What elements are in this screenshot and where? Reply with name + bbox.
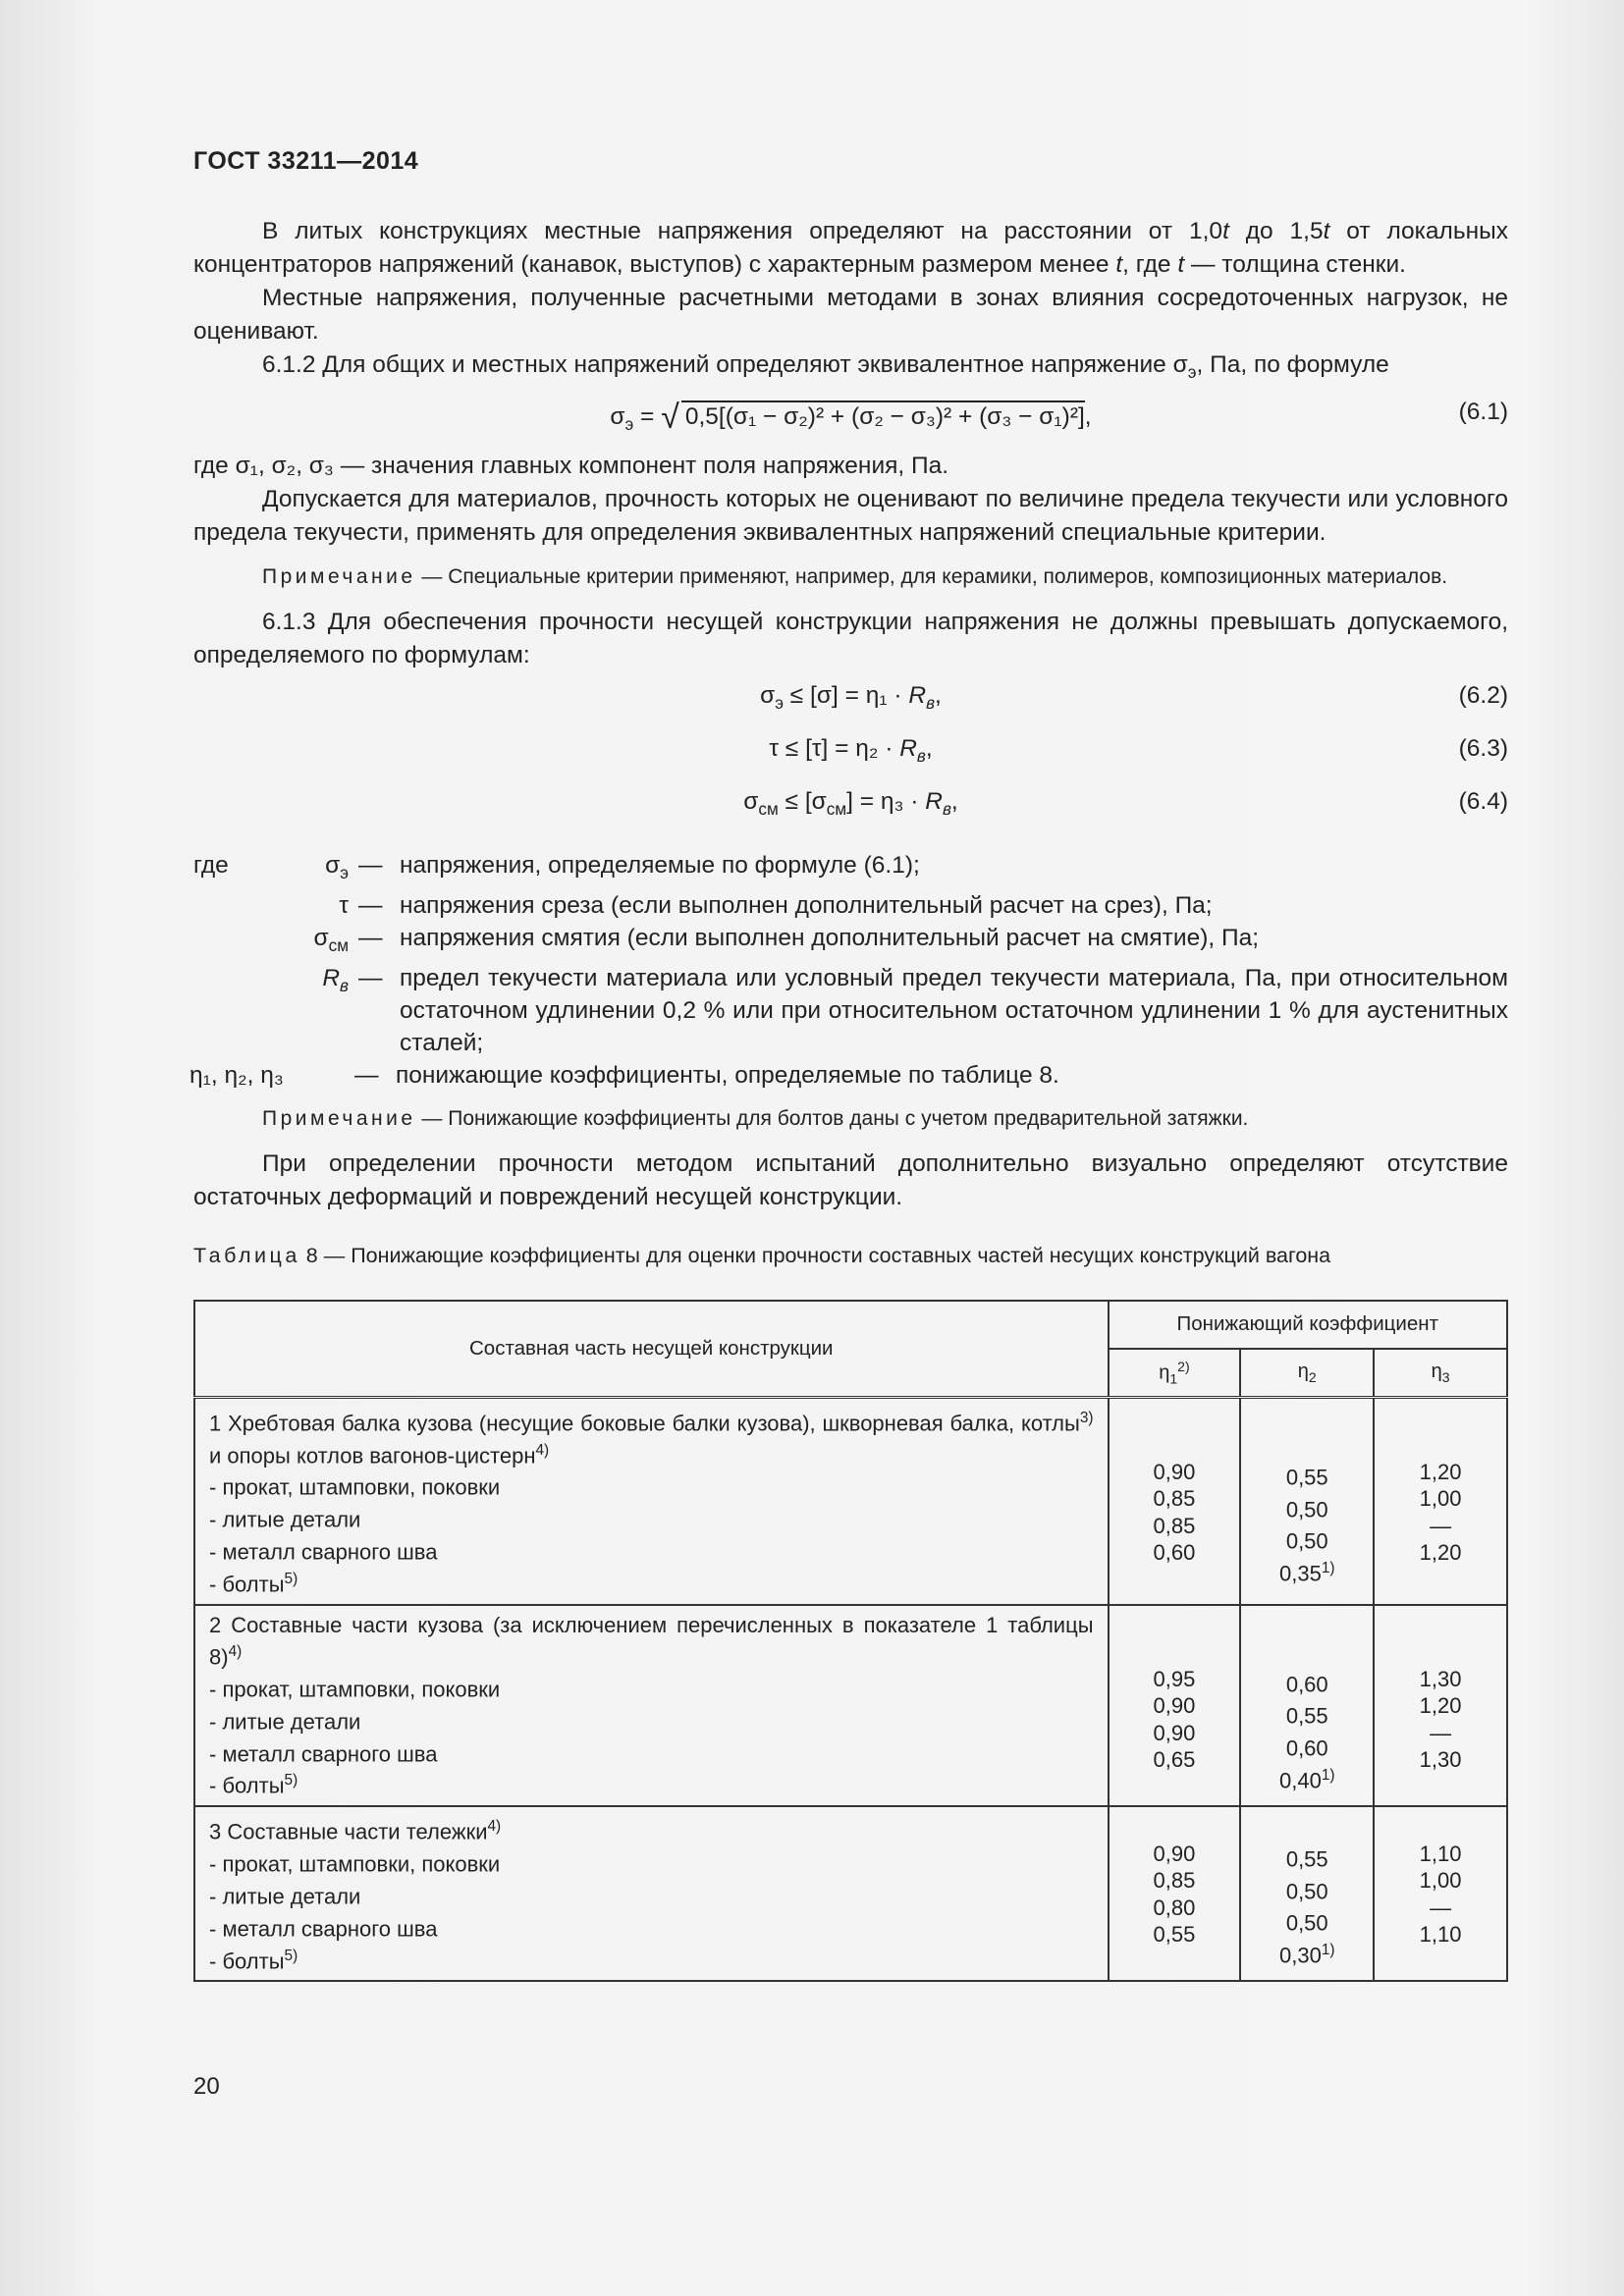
coefficient-cell-e2: 0,55 0,50 0,50 0,35$^{1)}$ [1240, 1397, 1374, 1604]
definitions-list [189, 849, 1508, 1092]
page-content [189, 147, 1509, 1982]
component-item: - прокат, штамповки, поковки [209, 1474, 501, 1500]
formula-number: (6.1) [1458, 398, 1508, 425]
coefficient-cell-e3: 1,30 1,20 — 1,30 [1374, 1605, 1507, 1807]
column-header-eta1: $\eta_1^{2)}$ [1109, 1349, 1241, 1398]
table-section-row [194, 1397, 1507, 1604]
coefficient-cell-e3: 1,10 1,00 — 1,10 [1374, 1806, 1507, 1981]
component-item: - прокат, штамповки, поковки [209, 1677, 501, 1702]
formula-number: (6.4) [1458, 787, 1508, 815]
formula-number: (6.3) [1458, 734, 1508, 762]
definition-row: η₁, η₂, η₃ — понижающие коэффициенты, определяемые по таблице 8. [189, 1061, 1059, 1089]
radicand: 0,5[(σ₁ − σ₂)² + (σ₂ − σ₃)² + (σ₃ − σ₁)²] [681, 400, 1085, 432]
note-label: Примечание [262, 1106, 416, 1130]
component-cell: 3 Составные части тележки$^{4)}$ - прокат, штамповки, поковки - литые детали - металл сварного шва - болты$^{5)}$ [194, 1806, 1109, 1981]
component-cell: 1 Хребтовая балка кузова (несущие боковые балки кузова), шкворневая балка, котлы$^{3)}$ и опоры котлов вагонов-цистерн$^{4)}$ - прокат, штамповки, поковки - литые детали - металл сварного шва - болты$^{5)}$ [194, 1397, 1109, 1604]
column-header-eta3: $\eta_3$ [1374, 1349, 1507, 1398]
paragraph-principal-components: где σ₁, σ₂, σ₃ — значения главных компонент поля напряжения, Па. [193, 452, 949, 479]
column-header-coefficient: Понижающий коэффициент [1109, 1301, 1507, 1349]
column-header-eta2: $\eta_2$ [1240, 1349, 1374, 1398]
component-item: - металл сварного шва [209, 1916, 438, 1942]
radical-sign: √ [661, 398, 679, 436]
coefficient-cell-e1: 0,90 0,85 0,80 0,55 [1109, 1806, 1241, 1981]
component-item: - болты$^{5)}$ [209, 1570, 298, 1597]
coefficient-cell-e3: 1,20 1,00 — 1,20 [1374, 1397, 1507, 1604]
component-item: - болты$^{5)}$ [209, 1947, 298, 1973]
table-section-row [194, 1806, 1507, 1981]
coefficients-table [193, 1300, 1508, 1983]
coefficient-cell-e1: 0,90 0,85 0,85 0,60 [1109, 1397, 1241, 1604]
note-label: Примечание [262, 564, 416, 588]
definition-row: где $\sigma_э$ — напряжения, определяемые по формуле (6.1); [193, 851, 920, 882]
paragraph-6-1-3: 6.1.3 Для обеспечения прочности несущей конструкции напряжения не должны превышать допускаемого, определяемого по формулам: [193, 608, 1508, 668]
definition-row: $R_в$ — предел текучести материала или условный предел текучести материала, Па, при относительном остаточном удлинении 0,2 % или при относительном остаточном удлинении 1 % для аустенитных сталей; [322, 964, 1508, 1056]
column-header-component: Составная часть несущей конструкции [194, 1301, 1109, 1398]
coefficient-cell-e2: 0,55 0,50 0,50 0,30$^{1)}$ [1240, 1806, 1374, 1981]
formula-6-1: $\sigma_э$ = √ 0,5[(σ₁ − σ₂)² + (σ₂ − σ₃)² + (σ₃ − σ₁)²], (6.1) [610, 398, 1508, 436]
component-item: - литые детали [209, 1709, 361, 1735]
component-item: - литые детали [209, 1507, 361, 1532]
definition-row: τ — напряжения среза (если выполнен дополнительный расчет на срез), Па; [339, 891, 1213, 919]
component-item: - литые детали [209, 1884, 361, 1909]
component-item: - прокат, штамповки, поковки [209, 1851, 501, 1877]
table-section-row [194, 1605, 1507, 1807]
coefficient-cell-e1: 0,95 0,90 0,90 0,65 [1109, 1605, 1241, 1807]
component-item: - металл сварного шва [209, 1740, 438, 1766]
note-special-criteria: Примечание — Специальные критерии применяют, например, для керамики, полимеров, композиционных материалов. [262, 564, 1448, 588]
paragraph-local-stresses: Местные напряжения, полученные расчетными методами в зонах влияния сосредоточенных нагрузок, не оценивают. [193, 285, 1508, 345]
definition-row: $\sigma_{см}$ — напряжения смятия (если выполнен дополнительный расчет на смятие), Па; [313, 924, 1260, 955]
component-item: - металл сварного шва [209, 1539, 438, 1565]
paragraph-cast-structures: В литых конструкциях местные напряжения определяют на расстоянии от 1,0t до 1,5t от локальных концентраторов напряжений (канавок, выступов) с характерным размером менее t, где t — толщина стенки. [193, 218, 1509, 278]
paragraph-6-1-2: 6.1.2 Для общих и местных напряжений определяют эквивалентное напряжение $\sigma_э$, Па, по формуле [262, 351, 1389, 382]
paragraph-testing: При определении прочности методом испытаний дополнительно визуально определяют отсутствие остаточных деформаций и повреждений несущей конструкции. [193, 1149, 1508, 1210]
formula-6-4: $\sigma_{см} \le [\sigma_{см}] = \eta_3 \cdot R_в$, (6.4) [743, 787, 1508, 819]
component-cell: 2 Составные части кузова (за исключением перечисленных в показателе 1 таблицы 8)$^{4)}$ - прокат, штамповки, поковки - литые детали - металл сварного шва - болты$^{5)}$ [194, 1605, 1109, 1807]
paragraph-special-criteria: Допускается для материалов, прочность которых не оценивают по величине предела текучести или условного предела текучести, применять для определения эквивалентных напряжений специальные критерии. [193, 485, 1508, 546]
note-bolts: Примечание — Понижающие коэффициенты для болтов даны с учетом предварительной затяжки. [262, 1106, 1249, 1130]
formula-6-2: $\sigma_э \le [\sigma] = \eta_1 \cdot R_в$, (6.2) [760, 681, 1508, 713]
formula-number: (6.2) [1458, 681, 1508, 709]
table-caption: Таблица 8 — Понижающие коэффициенты для оценки прочности составных частей несущих конструкций вагона [193, 1243, 1331, 1267]
page-number: 20 [193, 2073, 220, 2100]
table-body [194, 1397, 1507, 1981]
component-item: - болты$^{5)}$ [209, 1772, 298, 1798]
document-header: ГОСТ 33211—2014 [193, 147, 419, 175]
formula-6-3: $\tau \le [\tau] = \eta_2 \cdot R_в$, (6.3) [769, 734, 1508, 766]
coefficient-cell-e2: 0,60 0,55 0,60 0,40$^{1)}$ [1240, 1605, 1374, 1807]
